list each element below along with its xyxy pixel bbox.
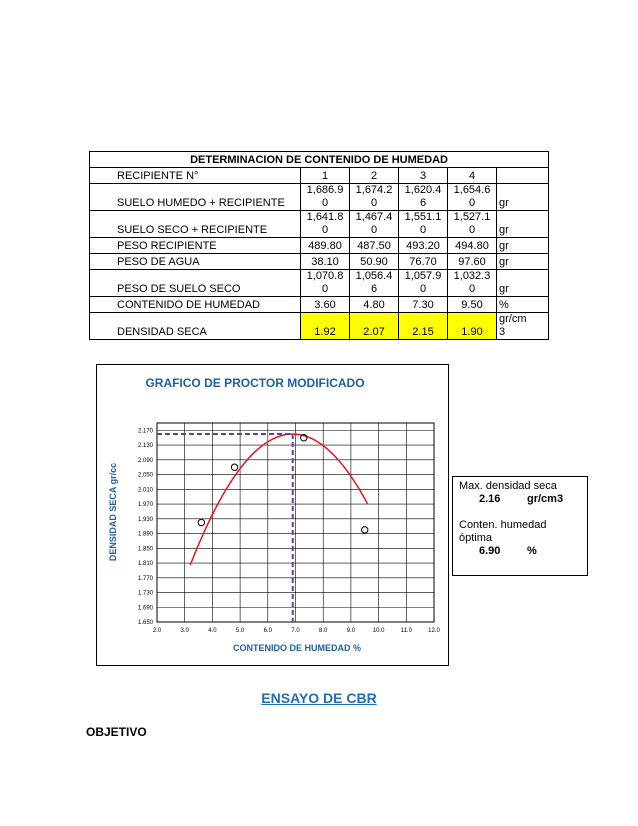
- cell-value: 1,641.8 0: [301, 211, 350, 238]
- cell-value: 1,056.4 6: [350, 270, 399, 297]
- table-row: [90, 168, 549, 184]
- row-label: PESO DE SUELO SECO: [90, 270, 301, 297]
- table-row: [90, 313, 549, 340]
- y-tick-label: 1.970: [137, 502, 153, 509]
- row-label: SUELO HUMEDO + RECIPIENTE: [90, 184, 301, 211]
- cell-value: 493.20: [399, 238, 448, 254]
- cell-value: 1,654.6 0: [448, 184, 497, 211]
- table-title: DETERMINACION DE CONTENIDO DE HUMEDAD: [90, 152, 549, 168]
- cell-value: 3.60: [301, 297, 350, 313]
- cell-value: 1.90: [448, 313, 497, 340]
- chart-title: GRAFICO DE PROCTOR MODIFICADO: [145, 376, 365, 390]
- cell-value: 1: [301, 168, 350, 184]
- y-tick-label: 1.890: [137, 531, 153, 538]
- cell-value: 2.15: [399, 313, 448, 340]
- x-tick-label: 8.0: [319, 628, 328, 634]
- unit-cell: gr: [497, 270, 549, 297]
- cell-value: 9.50: [448, 297, 497, 313]
- x-tick-label: 10.0: [372, 628, 385, 634]
- cell-value: 38.10: [301, 254, 350, 270]
- table-row: [90, 297, 549, 313]
- y-tick-label: 2.050: [137, 472, 153, 479]
- cell-value: 1,686.9 0: [301, 184, 350, 211]
- unit-cell: [497, 168, 549, 184]
- row-label: PESO DE AGUA: [90, 254, 301, 270]
- y-tick-label: 1.930: [137, 516, 153, 523]
- row-label: SUELO SECO + RECIPIENTE: [90, 211, 301, 238]
- y-tick-label: 1.730: [137, 590, 153, 597]
- table-row: [90, 184, 549, 211]
- table-row: [90, 211, 549, 238]
- cell-value: 1.92: [301, 313, 350, 340]
- table-row: [90, 254, 549, 270]
- moisture-content-table: [89, 151, 549, 340]
- cell-value: 1,674.2 0: [350, 184, 399, 211]
- table-row: [90, 270, 549, 297]
- cell-value: 4: [448, 168, 497, 184]
- data-point: [362, 527, 368, 533]
- section-heading: ENSAYO DE CBR: [261, 690, 377, 706]
- x-tick-label: 5.0: [235, 628, 245, 634]
- unit-cell: gr/cm 3: [497, 313, 549, 340]
- x-tick-label: 4.0: [208, 628, 217, 634]
- y-tick-label: 1.810: [137, 561, 153, 568]
- cell-value: 1,551.1 0: [399, 211, 448, 238]
- data-point: [231, 464, 237, 470]
- cell-value: 487.50: [350, 238, 399, 254]
- y-axis-label: DENSIDAD SECA gr/cc: [108, 462, 118, 562]
- cell-value: 3: [399, 168, 448, 184]
- cell-value: 1,070.8 0: [301, 270, 350, 297]
- result-summary-box: [452, 476, 588, 576]
- y-tick-label: 1.850: [137, 546, 153, 553]
- optimum-moisture-value: 6.90: [479, 545, 501, 557]
- y-tick-label: 1.690: [137, 605, 153, 612]
- fit-curve: [190, 434, 367, 565]
- x-tick-label: 2.0: [152, 628, 162, 634]
- objective-heading: OBJETIVO: [86, 725, 147, 739]
- cell-value: 1,620.4 6: [399, 184, 448, 211]
- chart-ticks: [138, 428, 441, 634]
- unit-cell: %: [497, 297, 549, 313]
- max-density-label: Max. densidad seca: [459, 480, 557, 492]
- y-tick-label: 1.770: [137, 575, 153, 582]
- x-tick-label: 3.0: [180, 628, 189, 634]
- y-tick-label: 2.130: [137, 443, 153, 450]
- cell-value: 1,467.4 0: [350, 211, 399, 238]
- cell-value: 489.80: [301, 238, 350, 254]
- cell-value: 4.80: [350, 297, 399, 313]
- data-point: [198, 519, 204, 525]
- cell-value: 494.80: [448, 238, 497, 254]
- y-tick-label: 2.090: [137, 457, 153, 464]
- unit-cell: gr: [497, 254, 549, 270]
- max-density-value: 2.16: [479, 493, 501, 505]
- cell-value: 2: [350, 168, 399, 184]
- table-row: [90, 238, 549, 254]
- optimum-moisture-unit: %: [527, 545, 537, 557]
- x-tick-label: 11.0: [400, 628, 412, 634]
- cell-value: 76.70: [399, 254, 448, 270]
- cell-value: 1,057.9 0: [399, 270, 448, 297]
- cell-value: 2.07: [350, 313, 399, 340]
- cell-value: 1,032.3 0: [448, 270, 497, 297]
- y-tick-label: 1.650: [137, 620, 153, 626]
- y-tick-label: 2.170: [137, 428, 153, 435]
- x-tick-label: 7.0: [291, 628, 300, 634]
- x-axis-label: CONTENIDO DE HUMEDAD %: [232, 643, 362, 653]
- cell-value: 1,527.1 0: [448, 211, 497, 238]
- row-label: CONTENIDO DE HUMEDAD: [90, 297, 301, 313]
- max-density-unit: gr/cm3: [527, 493, 564, 505]
- y-tick-label: 2.010: [137, 487, 153, 494]
- row-label: DENSIDAD SECA: [90, 313, 301, 340]
- unit-cell: gr: [497, 211, 549, 238]
- cell-value: 50.90: [350, 254, 399, 270]
- unit-cell: gr: [497, 238, 549, 254]
- row-label: RECIPIENTE N°: [90, 168, 301, 184]
- cell-value: 7.30: [399, 297, 448, 313]
- optimum-moisture-label-2: óptima: [459, 532, 493, 544]
- x-tick-label: 12.0: [428, 628, 440, 634]
- unit-cell: gr: [497, 184, 549, 211]
- chart-marks: [157, 434, 368, 622]
- row-label: PESO RECIPIENTE: [90, 238, 301, 254]
- optimum-moisture-label: Conten. humedad: [459, 519, 547, 531]
- x-tick-label: 9.0: [346, 628, 356, 634]
- chart-canvas: [97, 365, 448, 665]
- proctor-chart: [96, 364, 449, 666]
- cell-value: 97.60: [448, 254, 497, 270]
- x-tick-label: 6.0: [263, 628, 272, 634]
